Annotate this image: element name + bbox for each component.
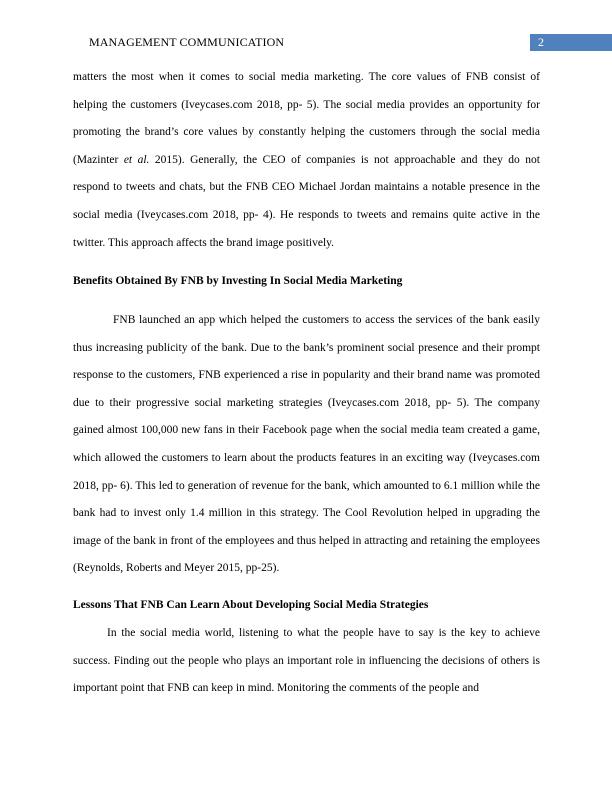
intro-paragraph (73, 64, 540, 257)
lessons-paragraph: In the social media world, listening to what the people have to say is the key to achieve success. Finding out the people who plays an important role in influencing the decisions of others is important point that FNB can keep in mind. Monitoring the comments of the people and (73, 627, 540, 695)
header-title: MANAGEMENT COMMUNICATION (89, 35, 285, 49)
page-number-box (530, 34, 612, 51)
intro-text-part2: 2015). Generally, the CEO of companies is not approachable and they do not respond to tweets and chats, but the FNB CEO Michael Jordan maintains a notable presence in the social media (Iveycases.com 2018, pp- 4). He responds to tweets and remains quite active in the twitter. This approach affects the brand image positively. (73, 153, 540, 249)
benefits-heading: Benefits Obtained By FNB by Investing In Social Media Marketing (73, 275, 403, 287)
intro-text-italic: et al. (123, 153, 150, 166)
page-number: 2 (538, 35, 544, 49)
intro-text-part1: matters the most when it comes to social media marketing. The core values of FNB consist of helping the customers (Iveycases.com 2018, pp- 5). The social media provides an opportunity for promoting the brand’s core values by constantly helping the customers through the social media (Mazinter (73, 71, 540, 166)
benefits-paragraph: FNB launched an app which helped the customers to access the services of the bank easily thus increasing publicity of the bank. Due to the bank’s prominent social presence and their prompt response to the customers, FNB experienced a rise in popularity and their brand name was promoted due to their progressive social marketing strategies (Iveycases.com 2018, pp- 5). The company gained almost 100,000 new fans in their Facebook page when the social media team created a game, which allowed the customers to learn about the products features in an exciting way (Iveycases.com 2018, pp- 6). This led to generation of revenue for the bank, which amounted to 6.1 million while the bank had to invest only 1.4 million in this strategy. The Cool Revolution helped in upgrading the image of the bank in front of the employees and thus helped in attracting and retaining the employees (Reynolds, Roberts and Meyer 2015, pp-25). (73, 314, 540, 575)
lessons-heading: Lessons That FNB Can Learn About Developing Social Media Strategies (73, 599, 429, 611)
